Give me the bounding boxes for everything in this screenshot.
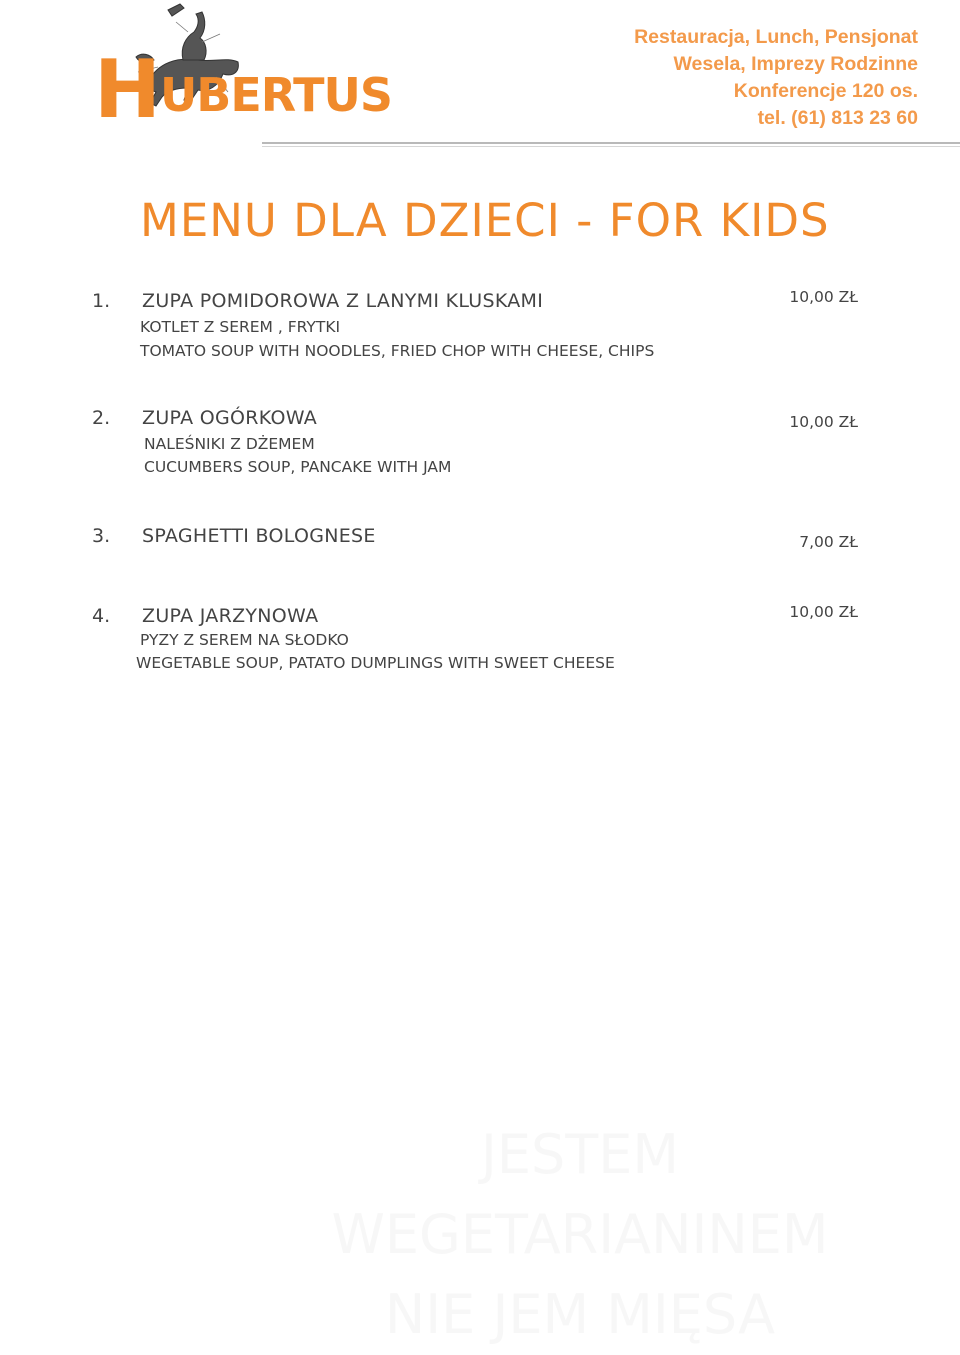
item-name: ZUPA OGÓRKOWA <box>142 407 318 429</box>
logo-text-rest: UBERTUS <box>159 68 393 122</box>
contact-info <box>634 24 918 132</box>
item-description: NALEŚNIKI Z DŻEMEM <box>144 435 315 453</box>
item-description: KOTLET Z SEREM , FRYTKI <box>140 318 341 336</box>
contact-line: Wesela, Imprezy Rodzinne <box>673 53 918 75</box>
header-divider <box>262 142 960 144</box>
item-price: 10,00 ZŁ <box>789 603 858 621</box>
contact-line: Restauracja, Lunch, Pensjonat <box>634 26 918 48</box>
item-name: SPAGHETTI BOLOGNESE <box>142 525 376 547</box>
watermark <box>300 1115 860 1355</box>
item-number: 4. <box>92 605 111 627</box>
item-price: 7,00 ZŁ <box>799 533 858 551</box>
item-description-en: CUCUMBERS SOUP, PANCAKE WITH JAM <box>144 458 452 476</box>
watermark-line: WEGETARIANINEM <box>331 1203 829 1266</box>
logo-text: HUBERTUS <box>94 43 393 136</box>
watermark-line: JESTEM <box>480 1123 680 1186</box>
watermark-line: NIE JEM MIĘSA <box>384 1283 776 1346</box>
contact-phone: tel. (61) 813 23 60 <box>757 107 918 129</box>
item-description-en: TOMATO SOUP WITH NOODLES, FRIED CHOP WITH CHEESE, CHIPS <box>140 342 655 360</box>
page-title: MENU DLA DZIECI - FOR KIDS <box>140 194 830 247</box>
item-description: PYZY Z SEREM NA SŁODKO <box>140 631 349 649</box>
item-number: 3. <box>92 525 111 547</box>
item-number: 2. <box>92 407 111 429</box>
item-description-en: WEGETABLE SOUP, PATATO DUMPLINGS WITH SWEET CHEESE <box>136 654 615 672</box>
item-price: 10,00 ZŁ <box>789 288 858 306</box>
item-name: ZUPA POMIDOROWA Z LANYMI KLUSKAMI <box>142 290 544 312</box>
header-divider-thin <box>262 146 960 147</box>
contact-line: Konferencje 120 os. <box>733 80 918 102</box>
item-price: 10,00 ZŁ <box>789 413 858 431</box>
item-number: 1. <box>92 290 111 312</box>
item-name: ZUPA JARZYNOWA <box>142 605 319 627</box>
